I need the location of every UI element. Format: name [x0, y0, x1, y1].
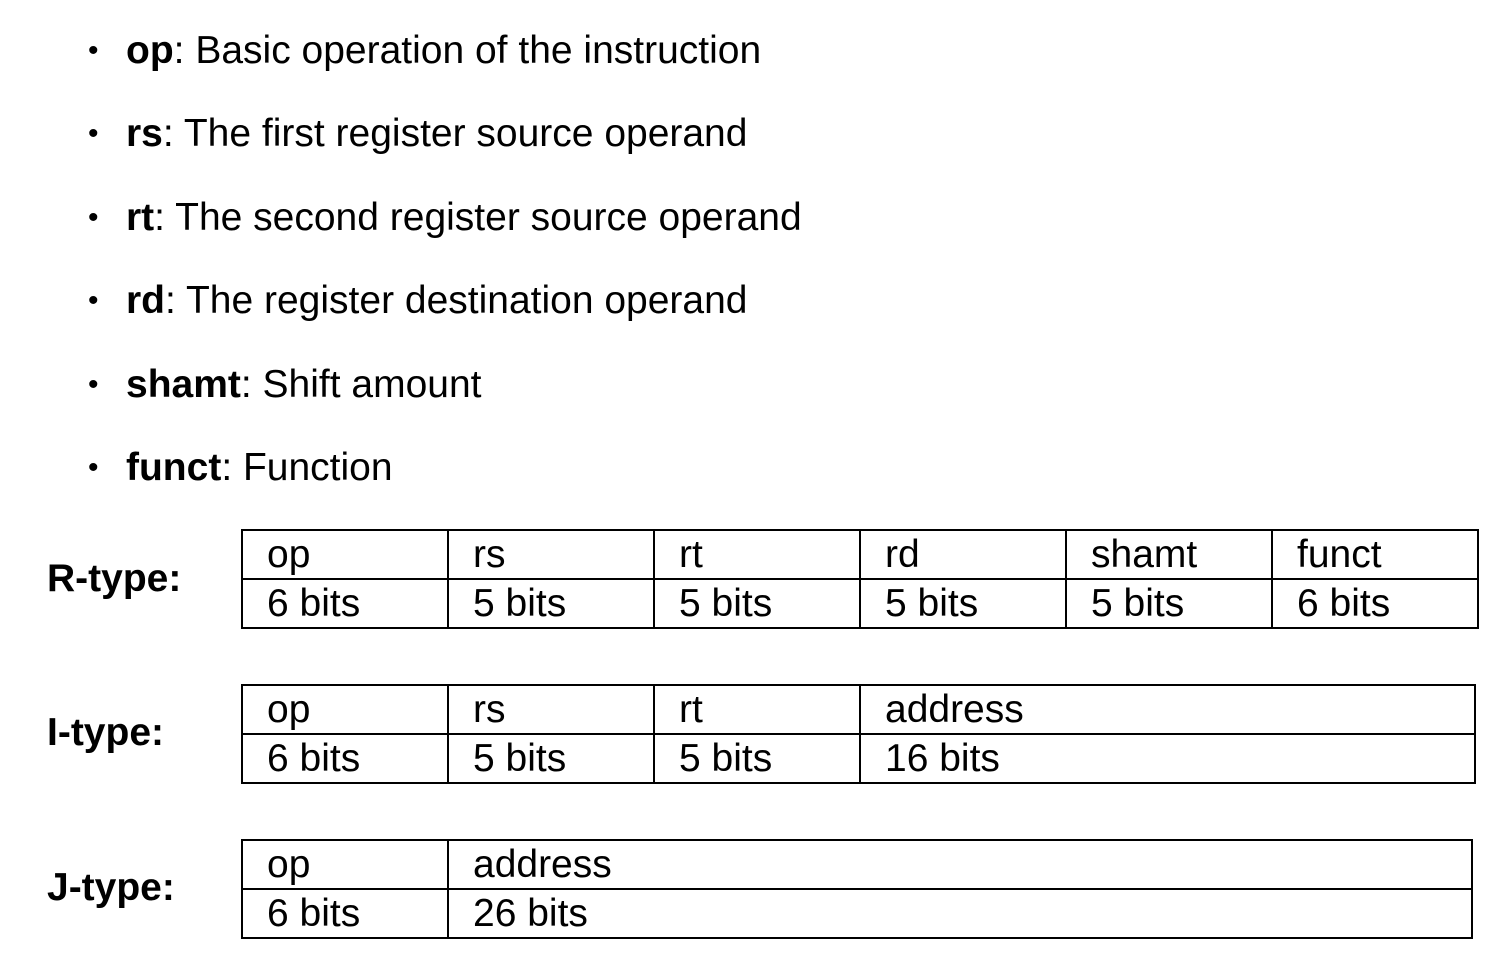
- i-type-field-table: [241, 684, 1476, 784]
- field-name-cell: rt: [654, 685, 860, 734]
- bullet-point: •: [88, 367, 99, 401]
- format-label: R-type:: [47, 557, 182, 600]
- field-name-row: [242, 530, 1478, 579]
- definition-item-rd: • rd: The register destination operand: [88, 274, 802, 357]
- definition-description: The register destination operand: [185, 279, 748, 323]
- field-name-cell: op: [242, 685, 448, 734]
- format-label: I-type:: [47, 711, 164, 754]
- field-bits-cell: 16 bits: [860, 734, 1475, 783]
- definition-item-shamt: • shamt: Shift amount: [88, 358, 802, 441]
- field-bits-cell: 5 bits: [448, 579, 654, 628]
- field-bits-cell: 5 bits: [654, 579, 860, 628]
- field-bits-cell: 5 bits: [1066, 579, 1272, 628]
- definition-description: Function: [242, 445, 393, 489]
- field-definitions-list: [88, 24, 802, 524]
- definition-term: funct: [126, 445, 222, 489]
- field-name-cell: address: [860, 685, 1475, 734]
- field-bits-cell: 5 bits: [448, 734, 654, 783]
- j-type-field-table: [241, 839, 1473, 939]
- bullet-point: •: [88, 200, 99, 234]
- bullet-point: •: [88, 450, 99, 484]
- field-bits-cell: 26 bits: [448, 889, 1472, 938]
- definition-description: Shift amount: [262, 362, 482, 406]
- r-type-field-table: [241, 529, 1479, 629]
- field-name-cell: op: [242, 530, 448, 579]
- field-name-cell: op: [242, 840, 448, 889]
- definition-term: shamt: [126, 362, 241, 406]
- bullet-point: •: [88, 117, 99, 151]
- field-name-cell: rs: [448, 530, 654, 579]
- definition-item-rs: • rs: The first register source operand: [88, 107, 802, 190]
- field-bits-row: [242, 889, 1472, 938]
- definition-item-funct: • funct: Function: [88, 441, 802, 524]
- field-bits-cell: 6 bits: [242, 889, 448, 938]
- bullet-point: •: [88, 34, 99, 67]
- definition-term: rt: [126, 195, 155, 239]
- field-bits-cell: 6 bits: [242, 579, 448, 628]
- field-bits-cell: 5 bits: [860, 579, 1066, 628]
- field-name-row: [242, 840, 1472, 889]
- field-bits-row: [242, 579, 1478, 628]
- field-name-cell: address: [448, 840, 1472, 889]
- definition-description: The first register source operand: [183, 112, 748, 156]
- definition-term: rs: [126, 112, 163, 156]
- format-label: J-type:: [47, 866, 175, 909]
- definition-term: op: [126, 29, 174, 72]
- definition-description: Basic operation of the instruction: [195, 29, 762, 72]
- definition-item-rt: • rt: The second register source operand: [88, 191, 802, 274]
- field-name-cell: shamt: [1066, 530, 1272, 579]
- definition-description: The second register source operand: [175, 195, 802, 239]
- bullet-point: •: [88, 284, 99, 318]
- field-bits-cell: 6 bits: [242, 734, 448, 783]
- field-bits-cell: 5 bits: [654, 734, 860, 783]
- definition-term: rd: [126, 279, 165, 323]
- field-name-cell: rs: [448, 685, 654, 734]
- field-bits-row: [242, 734, 1475, 783]
- field-bits-cell: 6 bits: [1272, 579, 1478, 628]
- definition-item-op: • op: Basic operation of the instruction: [88, 24, 802, 107]
- field-name-cell: rt: [654, 530, 860, 579]
- field-name-cell: funct: [1272, 530, 1478, 579]
- field-name-row: [242, 685, 1475, 734]
- field-name-cell: rd: [860, 530, 1066, 579]
